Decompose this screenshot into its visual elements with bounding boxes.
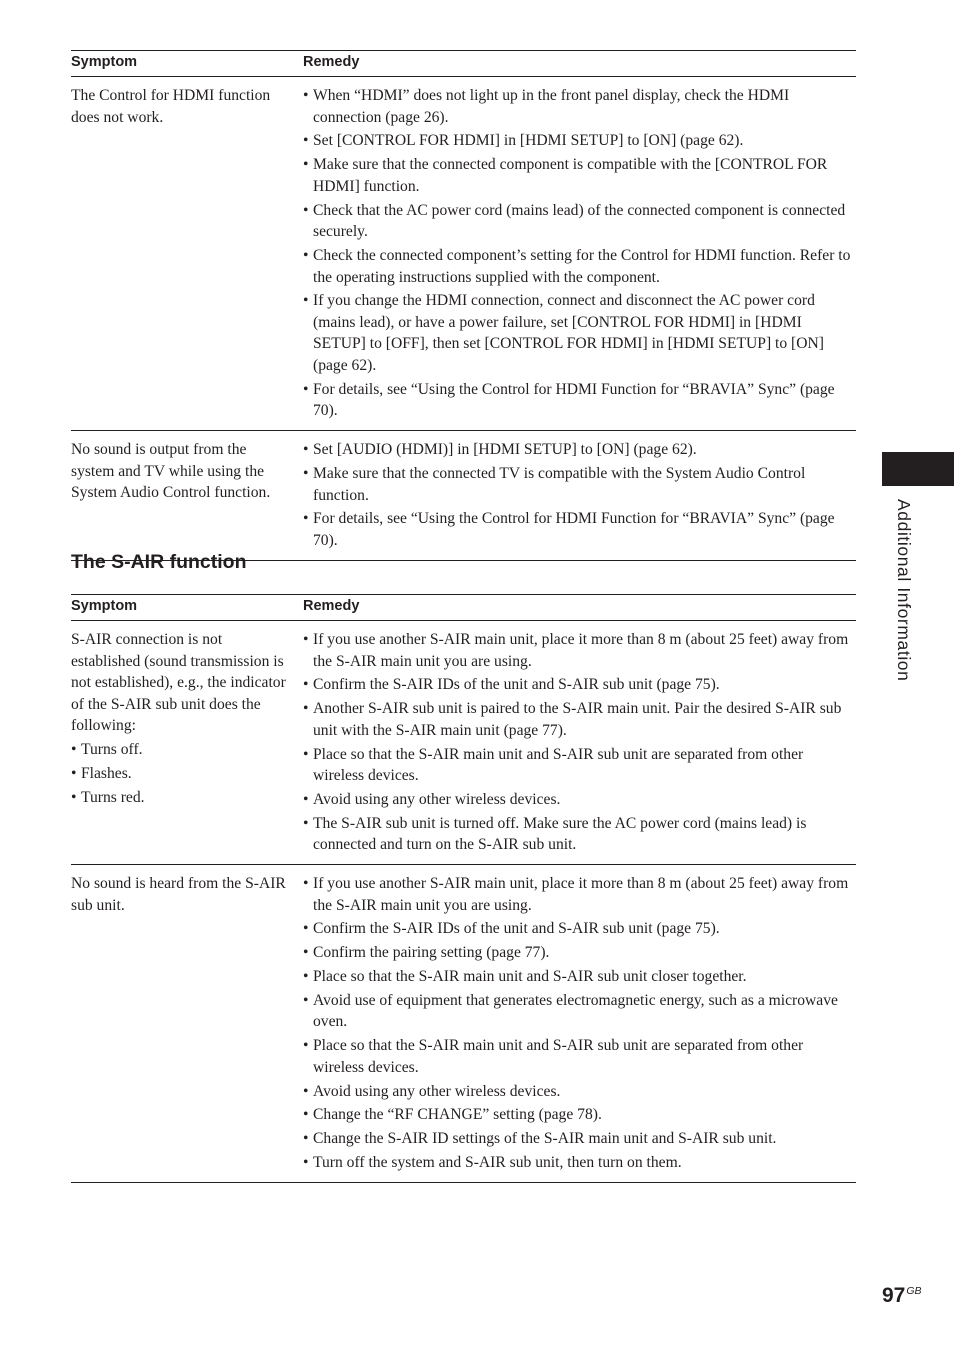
page-number-suffix: GB: [906, 1285, 922, 1297]
symptom-cell: [71, 865, 303, 1183]
remedy-item: • Change the S-AIR ID settings of the S-AIR main unit and S-AIR sub unit.: [303, 1128, 856, 1150]
remedy-item: • Confirm the pairing setting (page 77).: [303, 942, 856, 964]
symptom-cell: [71, 431, 303, 561]
symptom-cell: [71, 77, 303, 431]
section-tab-marker: [882, 452, 954, 486]
symptom-text: S-AIR connection is not established (sound transmission is not established), e.g., the indicator of the S-AIR sub unit does the following:: [71, 631, 286, 735]
remedy-item: • Make sure that the connected component is compatible with the [CONTROL FOR HDMI] function.: [303, 154, 856, 197]
remedy-item: • Confirm the S-AIR IDs of the unit and S-AIR sub unit (page 75).: [303, 918, 856, 940]
remedy-item: • Place so that the S-AIR main unit and S-AIR sub unit are separated from other wireless devices.: [303, 1035, 856, 1078]
remedy-item: • If you use another S-AIR main unit, place it more than 8 m (about 25 feet) away from the S-AIR main unit you are using.: [303, 873, 856, 916]
page-number: [882, 1284, 922, 1308]
symptom-sub-item: • Turns off.: [71, 739, 293, 761]
table-header-row: [71, 595, 856, 621]
remedy-item: • Check that the AC power cord (mains lead) of the connected component is connected securely.: [303, 200, 856, 243]
remedy-item: • Avoid use of equipment that generates electromagnetic energy, such as a microwave oven.: [303, 990, 856, 1033]
remedy-item: • Place so that the S-AIR main unit and S-AIR sub unit are separated from other wireless devices.: [303, 744, 856, 787]
table-row: [71, 865, 856, 1183]
remedy-cell: [303, 77, 856, 431]
remedy-cell: [303, 621, 856, 865]
remedy-header: Remedy: [303, 595, 856, 621]
remedy-list: [303, 629, 856, 856]
remedy-item: • Another S-AIR sub unit is paired to the S-AIR main unit. Pair the desired S-AIR sub unit with the S-AIR main unit (page 77).: [303, 698, 856, 741]
symptom-header: Symptom: [71, 51, 303, 77]
remedy-item: • If you use another S-AIR main unit, place it more than 8 m (about 25 feet) away from the S-AIR main unit you are using.: [303, 629, 856, 672]
symptom-header: Symptom: [71, 595, 303, 621]
remedy-item: • If you change the HDMI connection, connect and disconnect the AC power cord (mains lead), or have a power failure, set [CONTROL FOR HDMI] in [HDMI SETUP] to [OFF], then set [CONTROL FOR HDMI] in [HDMI SETUP] to [ON] (page 62).: [303, 290, 856, 376]
remedy-list: [303, 85, 856, 422]
remedy-item: • Turn off the system and S-AIR sub unit, then turn on them.: [303, 1152, 856, 1174]
hdmi-troubleshooting-table: [71, 50, 856, 561]
section-title: The S-AIR function: [71, 551, 247, 573]
symptom-sub-item: • Flashes.: [71, 763, 293, 785]
side-section-label: Additional Information: [894, 499, 914, 682]
symptom-sub-list: [71, 739, 293, 808]
remedy-item: • Avoid using any other wireless devices.: [303, 1081, 856, 1103]
table-row: [71, 621, 856, 865]
symptom-text: No sound is output from the system and TV while using the System Audio Control function.: [71, 441, 271, 502]
table-header-row: [71, 51, 856, 77]
remedy-item: • Place so that the S-AIR main unit and S-AIR sub unit closer together.: [303, 966, 856, 988]
symptom-sub-item: • Turns red.: [71, 787, 293, 809]
table-row: [71, 431, 856, 561]
remedy-list: [303, 439, 856, 551]
remedy-item: • Make sure that the connected TV is compatible with the System Audio Control function.: [303, 463, 856, 506]
remedy-header: Remedy: [303, 51, 856, 77]
table-row: [71, 77, 856, 431]
remedy-item: • For details, see “Using the Control for HDMI Function for “BRAVIA” Sync” (page 70).: [303, 379, 856, 422]
remedy-cell: [303, 431, 856, 561]
remedy-item: • For details, see “Using the Control for HDMI Function for “BRAVIA” Sync” (page 70).: [303, 508, 856, 551]
remedy-item: • Change the “RF CHANGE” setting (page 78).: [303, 1104, 856, 1126]
sair-troubleshooting-table: [71, 594, 856, 1183]
symptom-text: The Control for HDMI function does not work.: [71, 87, 271, 126]
symptom-text: No sound is heard from the S-AIR sub unit.: [71, 875, 286, 914]
remedy-item: • When “HDMI” does not light up in the front panel display, check the HDMI connection (page 26).: [303, 85, 856, 128]
symptom-cell: [71, 621, 303, 865]
remedy-item: • Confirm the S-AIR IDs of the unit and S-AIR sub unit (page 75).: [303, 674, 856, 696]
remedy-item: • Set [AUDIO (HDMI)] in [HDMI SETUP] to [ON] (page 62).: [303, 439, 856, 461]
remedy-item: • Avoid using any other wireless devices.: [303, 789, 856, 811]
page-number-value: 97: [882, 1284, 906, 1307]
remedy-list: [303, 873, 856, 1173]
remedy-item: • The S-AIR sub unit is turned off. Make sure the AC power cord (mains lead) is connected and turn on the S-AIR sub unit.: [303, 813, 856, 856]
remedy-cell: [303, 865, 856, 1183]
remedy-item: • Check the connected component’s setting for the Control for HDMI function. Refer to the operating instructions supplied with the component.: [303, 245, 856, 288]
remedy-item: • Set [CONTROL FOR HDMI] in [HDMI SETUP] to [ON] (page 62).: [303, 130, 856, 152]
